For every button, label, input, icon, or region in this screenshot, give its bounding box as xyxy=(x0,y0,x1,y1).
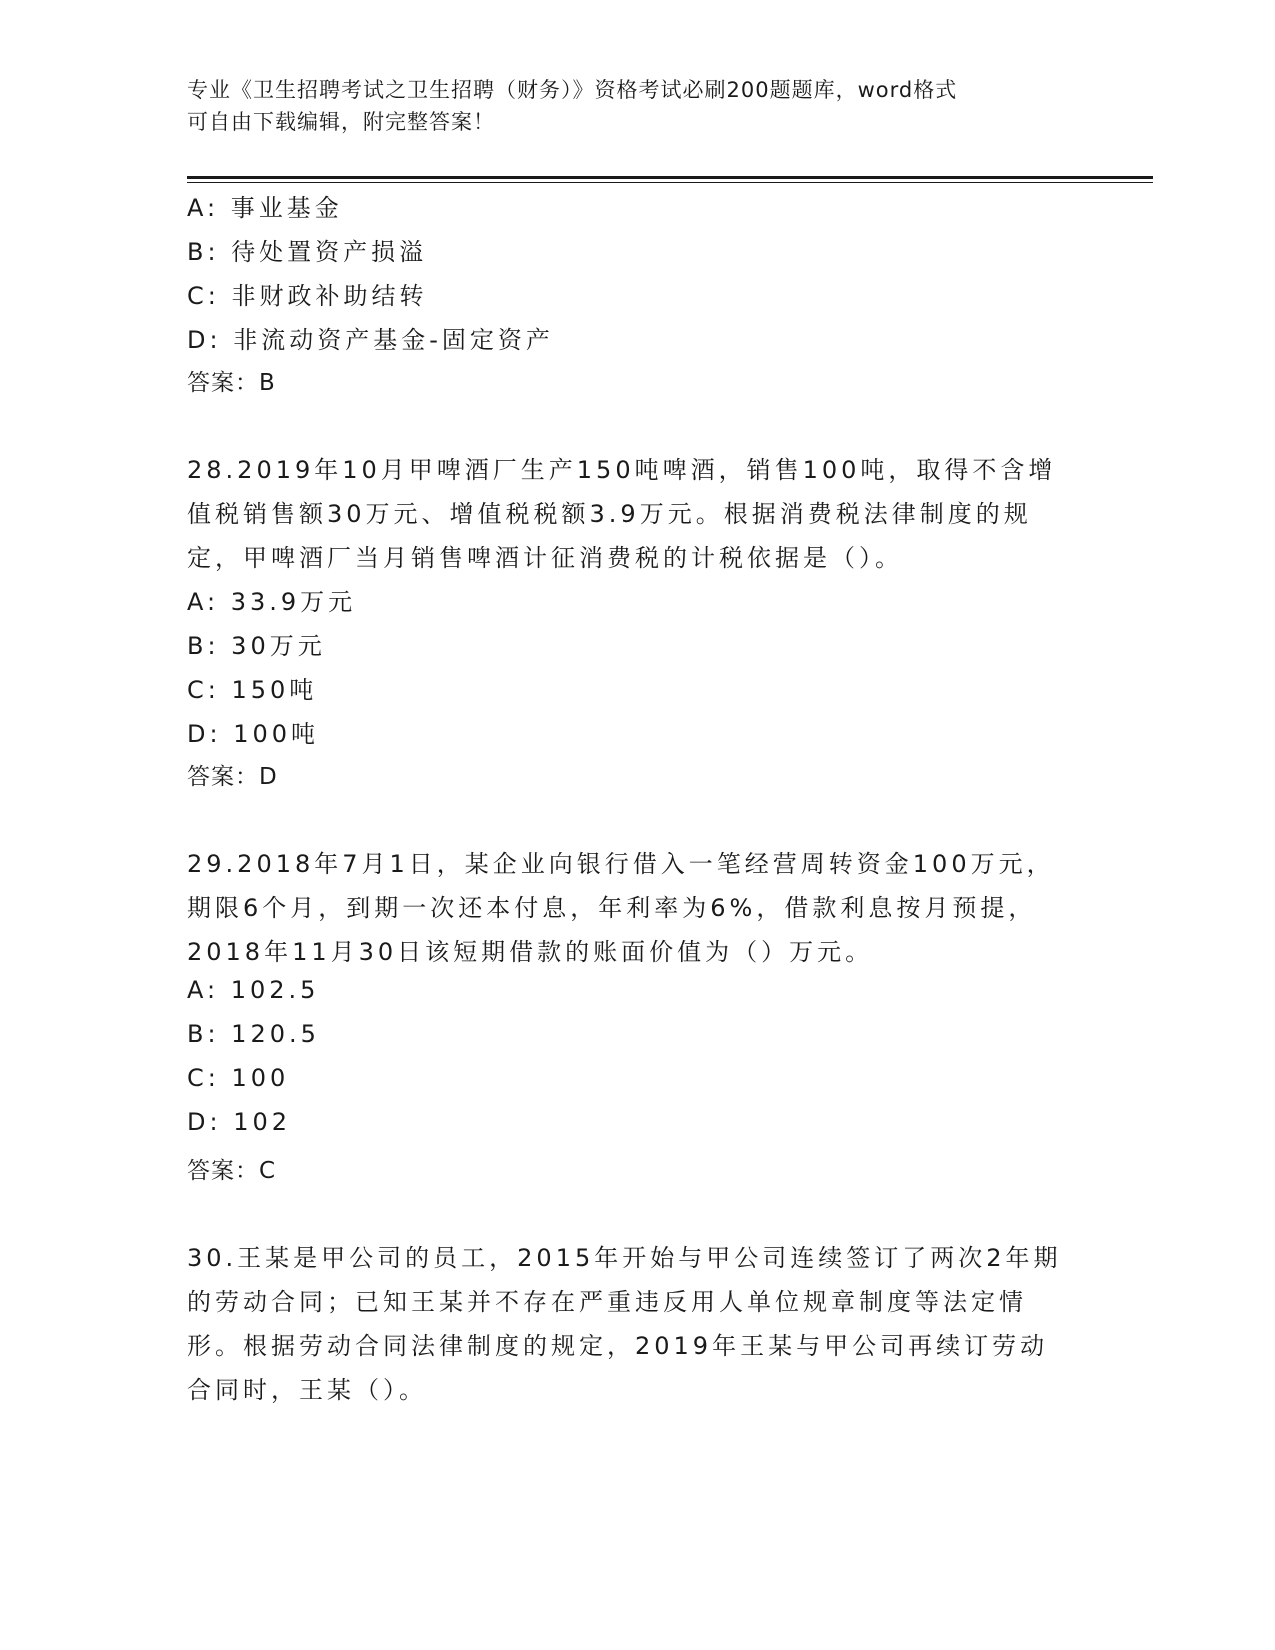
q27-option-d: D: 非流动资产基金-固定资产 xyxy=(187,326,554,354)
q29-stem-line-1: 29.2018年7月1日，某企业向银行借入一笔经营周转资金100万元， xyxy=(187,850,1055,878)
q28-stem-line-2: 值税销售额30万元、增值税税额3.9万元。根据消费税法律制度的规 xyxy=(187,500,1032,528)
q28-stem-line-3: 定，甲啤酒厂当月销售啤酒计征消费税的计税依据是（）。 xyxy=(187,544,903,572)
q29-option-d: D: 102 xyxy=(187,1108,292,1136)
q29-option-a: A: 102.5 xyxy=(187,976,320,1004)
q30-stem-line-2: 的劳动合同；已知王某并不存在严重违反用人单位规章制度等法定情 xyxy=(187,1288,1027,1316)
header-divider-thin xyxy=(187,182,1153,183)
q27-option-c: C: 非财政补助结转 xyxy=(187,282,428,310)
q27-answer: 答案：B xyxy=(187,370,276,396)
q29-stem-line-3: 2018年11月30日该短期借款的账面价值为（）万元。 xyxy=(187,938,874,966)
q30-stem-line-3: 形。根据劳动合同法律制度的规定，2019年王某与甲公司再续订劳动 xyxy=(187,1332,1049,1360)
q27-option-a: A: 事业基金 xyxy=(187,194,343,222)
q28-option-a: A: 33.9万元 xyxy=(187,588,357,616)
q28-answer: 答案：D xyxy=(187,764,278,790)
q28-option-c: C: 150吨 xyxy=(187,676,318,704)
header-line-2: 可自由下载编辑，附完整答案！ xyxy=(187,110,495,134)
q29-stem-line-2: 期限6个月，到期一次还本付息，年利率为6%，借款利息按月预提， xyxy=(187,894,1037,922)
q30-stem-line-1: 30.王某是甲公司的员工，2015年开始与甲公司连续签订了两次2年期 xyxy=(187,1244,1062,1272)
document-header xyxy=(187,74,1067,138)
q29-answer: 答案：C xyxy=(187,1158,277,1184)
q28-option-b: B: 30万元 xyxy=(187,632,326,660)
q27-option-b: B: 待处置资产损溢 xyxy=(187,238,428,266)
q28-stem-line-1: 28.2019年10月甲啤酒厂生产150吨啤酒，销售100吨，取得不含增 xyxy=(187,456,1057,484)
q30-stem-line-4: 合同时，王某（）。 xyxy=(187,1376,427,1404)
q28-option-d: D: 100吨 xyxy=(187,720,320,748)
q29-option-c: C: 100 xyxy=(187,1064,290,1092)
q29-option-b: B: 120.5 xyxy=(187,1020,320,1048)
header-divider-thick xyxy=(187,176,1153,179)
header-line-1: 专业《卫生招聘考试之卫生招聘（财务）》资格考试必刷200题题库，word格式 xyxy=(187,78,958,102)
